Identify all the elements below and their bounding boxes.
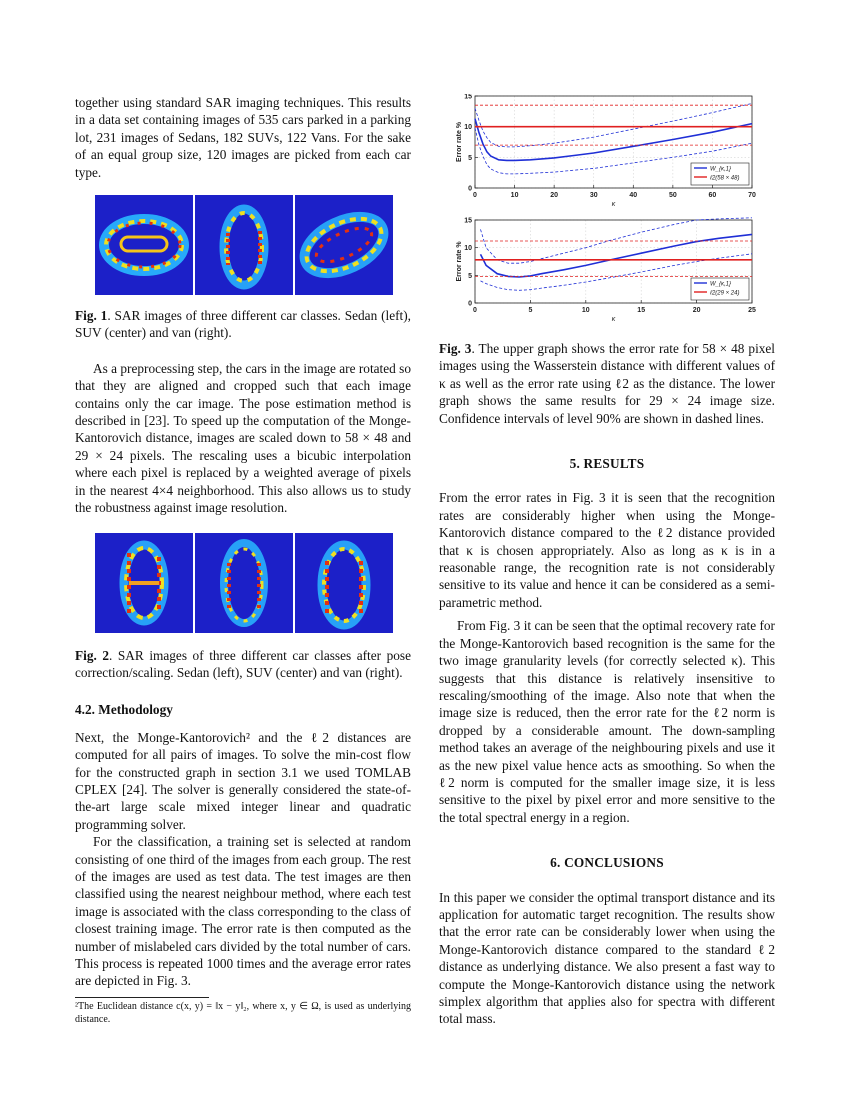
paragraph-dataset: together using standard SAR imaging techniques. This results in a data set containing images of 535 cars parked in a parking lot, 231 images of Sedans, 182 SUVs, 122 Vans. For the sake of an equal group size, 120 images are picked from each car type.: [75, 95, 411, 180]
chart2-x-axis-label: κ: [611, 316, 616, 323]
chart1-legend-label: W_{κ,1}: [710, 166, 732, 173]
chart2-x-tick-label: 25: [748, 307, 756, 314]
chart2-y-tick-label: 10: [464, 245, 472, 253]
figure-2-label: Fig. 2: [75, 647, 110, 663]
section-5-heading: 5. RESULTS: [569, 456, 645, 472]
chart2-legend-label: W_{κ,1}: [710, 281, 732, 288]
chart2-legend-label: ℓ2(29 × 24): [710, 290, 740, 297]
right-column: [439, 94, 775, 1028]
chart2-x-tick-label: 20: [692, 307, 701, 314]
chart2-y-tick-label: 5: [468, 272, 472, 280]
figure-1-caption: [75, 307, 411, 342]
chart1-y-tick-label: 0: [468, 185, 472, 193]
chart1-x-tick-label: 40: [629, 192, 638, 199]
sar-images-figure-1: [95, 195, 431, 295]
left-column: [75, 94, 411, 1026]
chart1-x-tick-label: 20: [550, 192, 559, 199]
paragraph-classification: For the classification, a training set is selected at random consisting of one third of the images from each group. The rest of the images are used as test data. The test images are then classified using the nearest neighbour method, where each test image is associated with the class corresponding to the class of closest training image. The error rate is then computed as the number of mislabeled cars divided by the total number of cars. This process is repeated 1000 times and the average error rates are depicted in Fig. 3.: [75, 834, 411, 989]
chart1-legend-label: ℓ2(58 × 48): [710, 175, 740, 182]
chart2-w-ci-line: [481, 218, 753, 263]
section-4-2-heading: 4.2. Methodology: [75, 702, 173, 718]
paragraph-conclusions: In this paper we consider the optimal transport distance and its application for automatic target recognition. The results show that the error rate can be considerably lower when using the Monge-Kantorovich distance compared to the standard ℓ2 distance as underlying distance. We also present a fast way to compute the Monge-Kantorovich distance using the network simplex algorithm that applies also for spectra with different total mass.: [439, 889, 775, 1027]
paragraph-results-2: From Fig. 3 it can be seen that the optimal recovery rate for the Monge-Kantorovich based recognition is the same for the two image granularity levels (for correctly selected κ). This suggests that this distance is relatively insensitive to rescaling/smoothing of the image. Also note that when the image size is reduced, then the error rate for the ℓ2 norm is dropped by a considerable amount. The down-sampling method takes an average of the neighbouring pixels and use it as the new pixel value hence acts as smoothing. So when the ℓ2 norm is computed for the smaller image size, it is less sensitive to the pixel by pixel error and more sensitive to the the total spectral energy in a region.: [439, 618, 775, 825]
chart1-y-tick-label: 10: [464, 124, 472, 132]
chart1-x-tick-label: 70: [748, 192, 756, 199]
chart1-y-axis-label: Error rate %: [456, 121, 463, 163]
sar-images-figure-2: [95, 533, 431, 633]
chart1-w-line: [475, 119, 752, 161]
paragraph-methodology: Next, the Monge-Kantorovich² and the ℓ2 distances are computed for all pairs of images. To solve the min-cost flow for the constructed graph in section 3.1 we used TOMLAB CPLEX [24]. The solver is generally considered the state-of-the-art large scale mixed integer linear and quadratic programming solver.: [75, 729, 411, 832]
chart1-x-tick-label: 0: [473, 192, 477, 199]
figure-2-caption: [75, 647, 411, 682]
section-6-heading: 6. CONCLUSIONS: [550, 855, 664, 871]
chart2-y-tick-label: 15: [464, 217, 472, 225]
chart1-x-tick-label: 10: [510, 192, 519, 199]
figure-3-label: Fig. 3: [439, 341, 472, 356]
figure-1-text: . SAR images of three different car classes. Sedan (left), SUV (center) and van (right).: [75, 308, 411, 341]
chart1-y-tick-label: 5: [468, 154, 472, 162]
chart2-y-axis-label: Error rate %: [456, 241, 463, 282]
chart1-x-tick-label: 60: [708, 192, 717, 199]
chart2-x-tick-label: 15: [637, 307, 646, 314]
chart1-w-ci-line: [475, 103, 752, 146]
footnote-2: ²The Euclidean distance c(x, y) = ‖x − y‖₂, where x, y ∈ Ω, is used as underlying distance.: [75, 1000, 411, 1025]
figure-1-label: Fig. 1: [75, 308, 108, 324]
paragraph-preprocessing: As a preprocessing step, the cars in the image are rotated so that they are aligned and cropped such that each image contains only the car image. The pose estimation method is described in [23]. To speed up the computation of the Monge-Kantorovich distance, images are scaled down to 58 × 48 and 29 × 24 pixels. The rescaling uses a bicubic interpolation where each pixel is replaced by a weighted average of pixels in the nearest 4×4 neighborhood. This also allows us to study the robustness against image resolution.: [75, 360, 411, 516]
chart2-x-tick-label: 0: [473, 307, 477, 314]
figure-3-caption: [439, 340, 775, 427]
figure-3-svg: [439, 94, 775, 332]
footnote-rule: [75, 997, 209, 998]
sedan-image: [95, 195, 193, 295]
chart1-x-tick-label: 50: [668, 192, 677, 199]
figure-3-charts: [439, 94, 775, 332]
chart1-x-tick-label: 30: [589, 192, 598, 199]
figure-3-text: . The upper graph shows the error rate for 58 × 48 pixel images using the Wasserstein distance with different values of κ as well as the error rate using ℓ2 as the distance. The lower graph shows the same results for 29 × 24 image size. Confidence intervals of level 90% are shown in dashed lines.: [439, 341, 776, 426]
chart2-y-tick-label: 0: [468, 300, 472, 308]
chart1-x-axis-label: κ: [611, 201, 616, 208]
figure-2-text: . SAR images of three different car classes after pose correction/scaling. Sedan (left), SUV (center) and van (right).: [75, 647, 412, 680]
chart1-y-tick-label: 15: [464, 94, 472, 101]
chart2-x-tick-label: 5: [528, 307, 533, 314]
chart2-x-tick-label: 10: [581, 307, 590, 314]
paragraph-results-1: From the error rates in Fig. 3 it is seen that the recognition rates are considerably higher when using the Monge-Kantorovich distance compared to the ℓ2 distance provided that κ is chosen appropriately. Also as long as κ is in a reasonable range, the recognition rate is not considerably sensitive to its value and hence it can be considered as a semi-parametric method.: [439, 490, 775, 610]
